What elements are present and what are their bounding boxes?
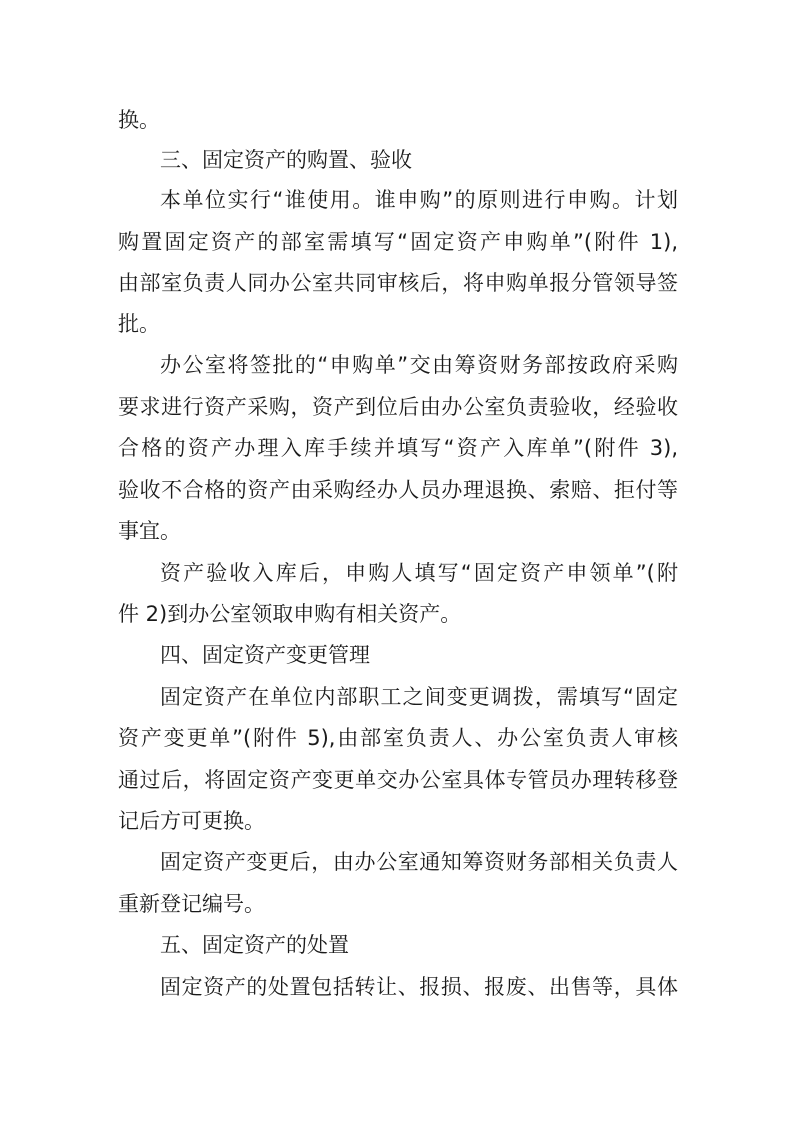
text-line: 固定资产在单位内部职工之间变更调拨，需填写“固定 <box>160 685 678 709</box>
text-line: 记后方可更换。 <box>118 809 265 833</box>
text-line: 件 2)到办公室领取申购有相关资产。 <box>118 602 462 626</box>
section-heading: 四、固定资产变更管理 <box>160 643 370 667</box>
text-line: 批。 <box>118 312 160 336</box>
text-line: 事宜。 <box>118 519 181 543</box>
text-line: 本单位实行“谁使用。谁申购”的原则进行申购。计划 <box>160 188 678 212</box>
text-line: 要求进行资产采购，资产到位后由办公室负责验收，经验收 <box>118 395 678 419</box>
text-line: 换。 <box>118 108 160 132</box>
text-line: 固定资产的处置包括转让、报损、报废、出售等，具体 <box>160 975 678 999</box>
text-line: 通过后，将固定资产变更单交办公室具体专管员办理转移登 <box>118 768 678 792</box>
text-line: 办公室将签批的“申购单”交由筹资财务部按政府采购 <box>160 353 678 377</box>
section-heading: 五、固定资产的处置 <box>160 933 349 957</box>
section-heading: 三、固定资产的购置、验收 <box>160 148 412 172</box>
text-line: 由部室负责人同办公室共同审核后，将申购单报分管领导签 <box>118 271 678 295</box>
text-line: 验收不合格的资产由采购经办人员办理退换、索赔、拒付等 <box>118 478 678 502</box>
text-line: 资产验收入库后，申购人填写“固定资产申领单”(附 <box>160 561 678 585</box>
text-line: 重新登记编号。 <box>118 892 265 916</box>
text-line: 购置固定资产的部室需填写“固定资产申购单”(附件 1), <box>118 230 678 254</box>
text-line: 合格的资产办理入库手续并填写“资产入库单”(附件 3), <box>118 436 678 460</box>
text-line: 固定资产变更后，由办公室通知筹资财务部相关负责人 <box>160 850 678 874</box>
text-line: 资产变更单”(附件 5),由部室负责人、办公室负责人审核 <box>118 726 678 750</box>
